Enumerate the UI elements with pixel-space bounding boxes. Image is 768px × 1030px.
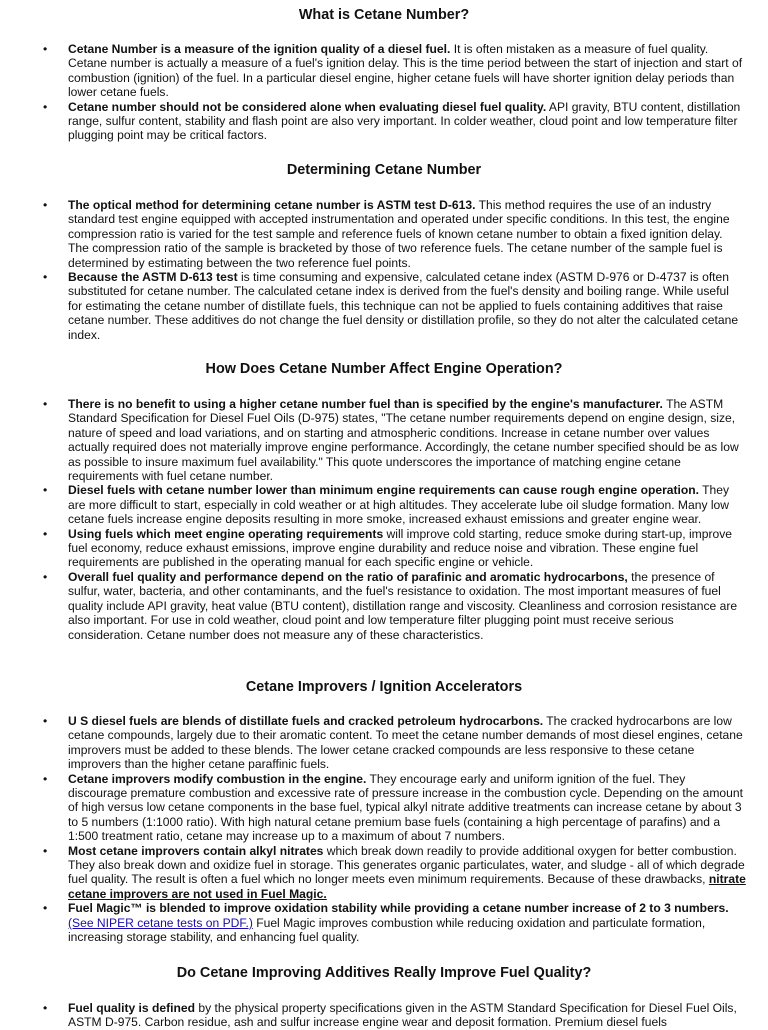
item-body: the presence of sulfur, water, bacteria, and other contaminants, and the fuel's resistance to oxidation. The most important measures of fuel quality include API gravity, heat value (BTU content), distillation range and viscosity. Cleanliness and corrosion resistance are also important. For use in cold weather, cloud point and low temperature filter plugging point must receive serious consideration. Cetane number does not measure any of these characteristics. — [68, 569, 738, 642]
item-bold-lead: Fuel quality is defined — [68, 1001, 196, 1015]
item-body: is time consuming and expensive, calculated cetane index (ASTM D-976 or D-4737 is often substituted for cetane number. The calculated cetane index is derived from the fuel's density and boiling range. While useful for estimating the cetane number of distillate fuels, this technique can not be applied to fuels containing additives that raise cetane number. These additives do not change the fuel density or distillation profile, so they do not alter the calculated cetane index. — [68, 270, 739, 342]
list-item — [0, 844, 768, 902]
list-item — [0, 198, 768, 270]
item-bold-lead: Most cetane improvers contain alkyl nitrates — [68, 843, 324, 858]
list-item — [0, 483, 768, 526]
item-bold-lead: Because the ASTM D-613 test — [68, 270, 238, 285]
section-list-engine-operation — [0, 397, 768, 642]
section-list-what-is-cetane — [0, 42, 768, 143]
item-bold-lead: There is no benefit to using a higher cetane number fuel than is specified by the engine's manufacturer. — [68, 397, 663, 411]
item-bold-lead: U S diesel fuels are blends of distillate fuels and cracked petroleum hydrocarbons. — [68, 714, 544, 728]
list-item — [0, 772, 768, 844]
section-heading-cetane-improvers: Cetane Improvers / Ignition Accelerators — [245, 679, 523, 695]
item-bold-lead: The optical method for determining cetane number is ASTM test D-613. — [68, 198, 476, 212]
item-body: will improve cold starting, reduce smoke during start-up, improve fuel economy, reduce exhaust emissions, improve engine durability and reduce noise and vibration. These engine fuel requirements are published in the operating manual for each specific engine or vehicle. — [68, 526, 733, 570]
item-body: The cracked hydrocarbons are low cetane compounds, largely due to their aromatic content. To meet the cetane number demands of most diesel engines, cetane improvers must be added to these blends. The lower cetane cracked compounds are less responsive to these cetane improvers than the higher cetane paraffinic fuels. — [68, 714, 743, 772]
item-bold-lead: Using fuels which meet engine operating requirements — [68, 526, 384, 541]
item-body: They encourage early and uniform ignition of the fuel. They discourage premature combustion and excessive rate of pressure increase in the combustion cycle. Depending on the amount of high versus low cetane components in the base fuel, typical alkyl nitrate additive treatments can increase cetane by about 3 to 5 numbers (1:1000 ratio). With high natural cetane premium base fuels (containing a high percentage of parafins) and a 1:500 treatment ratio, cetane may increase up to a maximum of about 7 numbers. — [68, 771, 743, 844]
item-body: API gravity, BTU content, distillation range, sulfur content, stability and flash point are also very important. In colder weather, cloud point and low temperature filter plugging point may be critical factors. — [68, 99, 741, 143]
item-body: They are more difficult to start, especially in cold weather or at high altitudes. They accelerate lube oil sludge formation. Many low cetane fuels increase engine deposits resulting in more smoke, increased exhaust emissions and greater engine wear. — [68, 483, 730, 527]
list-item — [0, 714, 768, 772]
section-heading-determining-cetane: Determining Cetane Number — [286, 162, 482, 178]
item-bold-lead: Cetane improvers modify combustion in the engine. — [68, 771, 367, 786]
section-heading-engine-operation: How Does Cetane Number Affect Engine Operation? — [205, 361, 563, 377]
underlined-emphasis: nitrate cetane improvers are not used in Fuel Magic. — [68, 872, 746, 901]
section-list-determining-cetane — [0, 198, 768, 342]
section-heading-what-is-cetane: What is Cetane Number? — [298, 7, 470, 23]
list-item — [0, 1001, 768, 1030]
niper-tests-link[interactable]: (See NIPER cetane tests on PDF.) — [68, 915, 253, 930]
section-list-additives-quality — [0, 1001, 768, 1030]
item-body: It is often mistaken as a measure of fuel quality. Cetane number is actually a measure of a fuel's ignition delay. This is the time period between the start of injection and start of combustion (ignition) of the fuel. In a particular diesel engine, higher cetane fuels will have shorter ignition delay periods than lower cetane fuels. — [68, 42, 743, 100]
item-bold-lead: Diesel fuels with cetane number lower than minimum engine requirements can cause rough engine operation. — [68, 483, 700, 498]
item-body: which break down readily to provide additional oxygen for better combustion. They also break down and oxidize fuel in storage. This generates organic particulates, water, and sludge - all of which degrade fuel quality. The result is often a fuel which no longer meets even minimum requirements. Because of these drawbacks, — [68, 843, 745, 887]
item-bold-lead: Cetane Number is a measure of the ignition quality of a diesel fuel. — [68, 42, 451, 56]
list-item — [0, 270, 768, 342]
list-item — [0, 397, 768, 483]
item-body: by the physical property specifications given in the ASTM Standard Specification for Diesel Fuel Oils, ASTM D-975. Carbon residue, ash and sulfur increase engine wear and deposit formation. Premium diesel fuels — [68, 1001, 737, 1030]
item-bold-lead: Cetane number should not be considered alone when evaluating diesel fuel quality. — [68, 99, 547, 114]
list-item — [0, 42, 768, 100]
section-heading-additives-quality: Do Cetane Improving Additives Really Improve Fuel Quality? — [176, 965, 592, 981]
item-body-tail: Fuel Magic improves combustion while reducing oxidation and particulate formation, increasing storage stability, and enhancing fuel quality. — [68, 915, 706, 945]
list-item — [0, 527, 768, 570]
item-bold-lead: Fuel Magic™ is blended to improve oxidation stability while providing a cetane number increase of 2 to 3 numbers. — [68, 901, 729, 916]
list-item — [0, 100, 768, 143]
list-item — [0, 901, 768, 944]
item-bold-lead: Overall fuel quality and performance depend on the ratio of parafinic and aromatic hydrocarbons, — [68, 569, 628, 584]
item-body: This method requires the use of an industry standard test engine equipped with accepted instrumentation and operated under specific conditions. In this test, the engine compression ratio is varied for the test sample and reference fuels of known cetane number to obtain a fixed ignition delay. The compression ratio of the sample is bracketed by those of two reference fuels. The cetane number of the sample fuel is determined by estimating between the two reference fuel points. — [68, 198, 730, 270]
list-item — [0, 570, 768, 642]
section-list-cetane-improvers — [0, 714, 768, 945]
item-body: The ASTM Standard Specification for Diesel Fuel Oils (D-975) states, "The cetane number requirements depend on engine design, size, nature of speed and load variations, and on starting and atmospheric conditions. Increase in cetane number over values actually required does not materially improve engine performance. Accordingly, the cetane number specified should be as low as possible to insure maximum fuel availability." This quote underscores the importance of matching engine cetane requirements with fuel cetane number. — [68, 397, 739, 484]
